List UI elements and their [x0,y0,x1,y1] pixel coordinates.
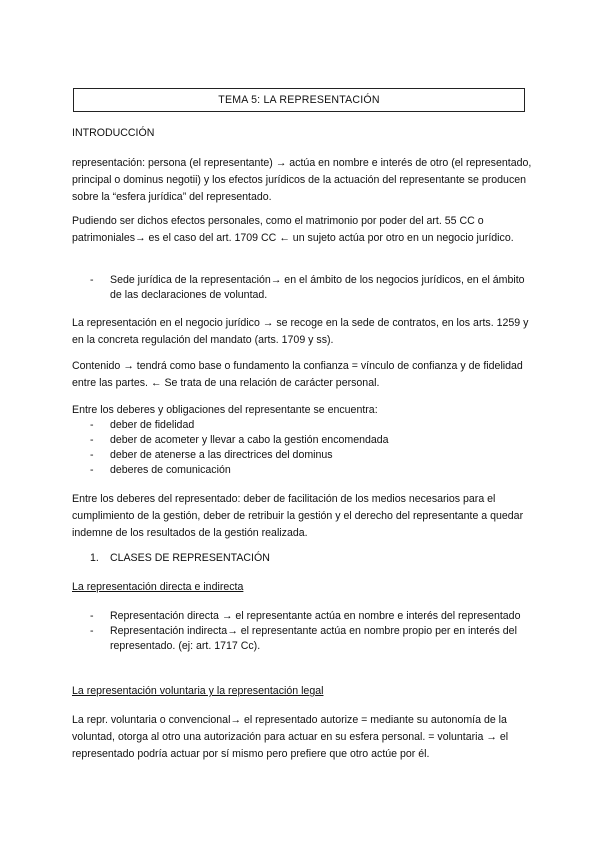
paragraph-deberes-intro: Entre los deberes y obligaciones del representante se encuentra: [72,404,378,416]
list-item: - Sede jurídica de la representación→ en el ámbito de los negocios jurídicos, en el ámbito de las declaraciones de voluntad. [72,273,532,303]
list-item: - deber de acometer y llevar a cabo la gestión encomendada [72,433,532,448]
paragraph-contenido: Contenido → tendrá como base o fundamento la confianza = vínculo de confianza y de fidelidad entre las partes. ← Se trata de una relación de carácter personal. [72,360,523,389]
paragraph-voluntaria: La repr. voluntaria o convencional→ el representado autorize = mediante su autonomía de la voluntad, otorga al otro una autorización para actuar en su esfera personal. = voluntaria → el representado podría actuar por sí mismo pero prefiere que otro actúe por él. [72,714,509,760]
section-number: 1. [90,552,99,564]
subheading-directa-indirecta: La representación directa e indirecta [72,581,244,593]
document-title: TEMA 5: LA REPRESENTACIÓN [73,88,525,112]
paragraph-effects: Pudiendo ser dichos efectos personales, como el matrimonio por poder del art. 55 CC o patrimoniales→ es el caso del art. 1709 CC ← un sujeto actúa por otro en un negocio jurídico. [72,215,514,244]
paragraph-negocio: La representación en el negocio jurídico → se recoge en la sede de contratos, en los arts. 1259 y en la concreta regulación del mandato (arts. 1709 y ss). [72,317,529,346]
list-item: - Representación directa → el representante actúa en nombre e interés del representado [72,609,532,624]
deberes-list [72,418,532,478]
paragraph-definition: representación: persona (el representante) → actúa en nombre e interés de otro (el representado, principal o dominus negotii) y los efectos jurídicos de la actuación del representante se producen sobre la “esfera jurídica” del representado. [72,157,532,203]
sede-list [72,273,532,303]
subheading-voluntaria-legal: La representación voluntaria y la representación legal [72,685,324,697]
list-item: - deber de fidelidad [72,418,532,433]
list-item: - deberes de comunicación [72,463,532,478]
list-item: - deber de atenerse a las directrices del dominus [72,448,532,463]
paragraph-representado: Entre los deberes del representado: deber de facilitación de los medios necesarios para el cumplimiento de la gestión, deber de retribuir la gestión y el derecho del representante a quedar indemne de los resultados de la gestión realizada. [72,493,524,539]
section-heading-clases [90,550,270,567]
list-item: - Representación indirecta→ el representante actúa en nombre propio per en interés del representado. (ej: art. 1717 Cc). [72,624,532,654]
section-label: CLASES DE REPRESENTACIÓN [109,552,270,564]
intro-heading: INTRODUCCIÓN [72,127,155,139]
clases-list [72,609,532,654]
